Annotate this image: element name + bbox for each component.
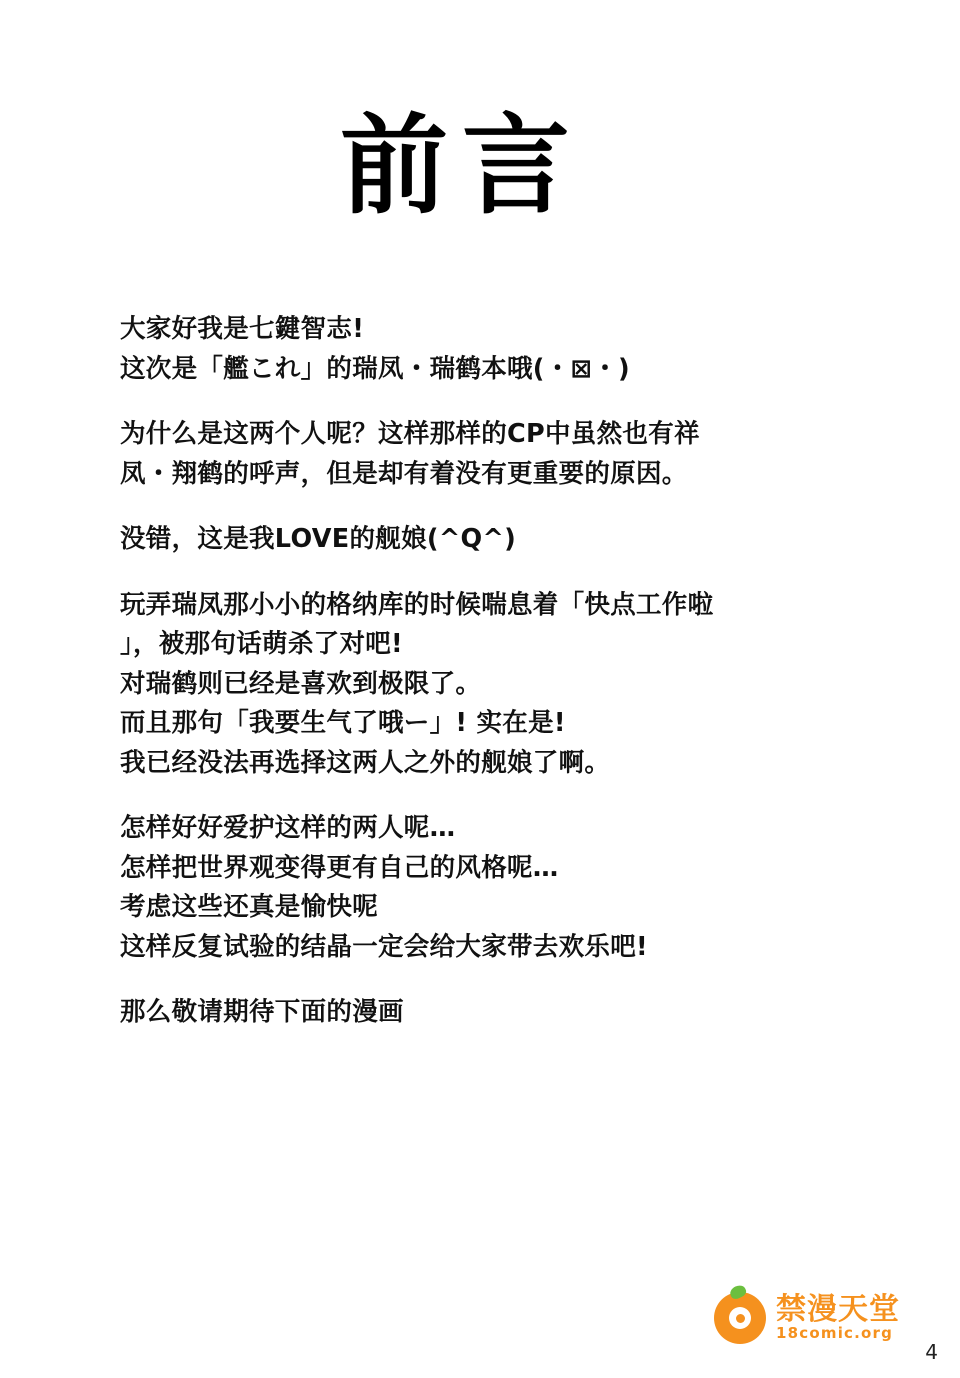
text-line: 这样反复试验的结晶一定会给大家带去欢乐吧!: [120, 931, 648, 962]
text-line: 这次是「艦これ」的瑞凤・瑞鹤本哦(・⊠・): [120, 353, 630, 384]
site-watermark: [714, 1292, 900, 1344]
text-line: 玩弄瑞凤那小小的格纳库的时候喘息着「快点工作啦: [120, 589, 714, 620]
watermark-url: 18comic.org: [776, 1323, 894, 1342]
paragraph: [120, 809, 900, 967]
afterword-body: [120, 310, 900, 1033]
paragraph: [120, 310, 900, 389]
watermark-text: [776, 1294, 900, 1341]
text-line: 为什么是这两个人呢？这样那样的CP中虽然也有祥: [120, 419, 700, 450]
paragraph: [120, 586, 900, 784]
paragraph: [120, 415, 900, 494]
text-line: 凤・翔鹤的呼声，但是却有着没有更重要的原因。: [120, 458, 688, 489]
page-title: 前言: [340, 104, 585, 229]
text-line: 对瑞鹤则已经是喜欢到极限了。: [120, 668, 482, 699]
text-line: 大家好我是七鍵智志!: [120, 314, 365, 344]
text-line: 而且那句「我要生气了哦ー」! 实在是!: [120, 708, 566, 739]
paragraph: [120, 993, 900, 1033]
text-line: 考虑这些还真是愉快呢: [120, 892, 379, 923]
badge-inner-circle: [729, 1307, 751, 1329]
paragraph: [120, 520, 900, 560]
text-line: 没错，这是我LOVE的舰娘(^Q^): [120, 524, 517, 555]
text-line: 」，被那句话萌杀了对吧!: [120, 629, 403, 660]
text-line: 我已经没法再选择这两人之外的舰娘了啊。: [120, 747, 611, 778]
text-line: 那么敬请期待下面的漫画: [120, 997, 404, 1028]
watermark-title: 禁漫天堂: [776, 1292, 900, 1328]
badge-center-dot: [736, 1314, 745, 1323]
text-line: 怎样把世界观变得更有自己的风格呢…: [120, 852, 559, 883]
text-line: 怎样好好爱护这样的两人呢…: [120, 813, 456, 844]
page-number: 4: [925, 1340, 938, 1364]
orange-fruit-icon: [714, 1292, 766, 1344]
